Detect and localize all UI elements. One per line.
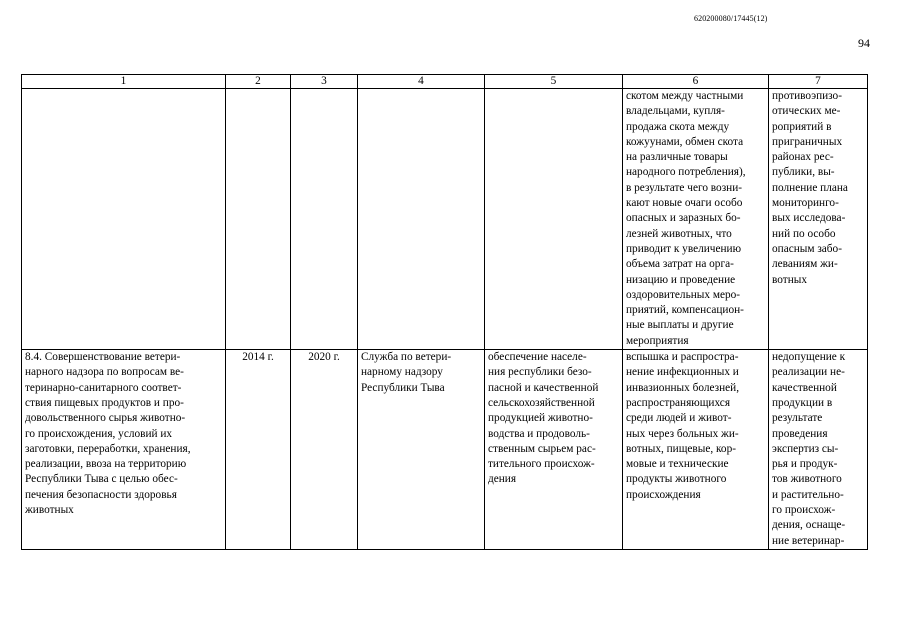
cell-text-line: и растительно- bbox=[772, 488, 844, 501]
cell-text-line: го происхож- bbox=[772, 504, 836, 517]
cell-text-line: на различные товары bbox=[626, 151, 728, 164]
cell-measure bbox=[22, 89, 226, 350]
page-number: 94 bbox=[858, 36, 870, 50]
cell-text-line: вотных, пищевые, кор- bbox=[626, 442, 736, 455]
cell-text-line: заготовки, переработки, хранения, bbox=[25, 442, 191, 455]
cell-text-line: ственным сырьем рас- bbox=[488, 442, 596, 455]
cell-text-line: вспышка и распростра- bbox=[626, 351, 739, 364]
cell-text-line: опасным забо- bbox=[772, 242, 842, 255]
cell-text-line: владельцами, купля- bbox=[626, 105, 725, 118]
column-number-row bbox=[22, 75, 868, 89]
table-row-8-4 bbox=[22, 350, 868, 550]
cell-text-line: народного потребления), bbox=[626, 166, 746, 179]
cell-text-line: вотных bbox=[772, 273, 807, 286]
cell-text-line: районах рес- bbox=[772, 151, 834, 164]
cell-start-year bbox=[226, 89, 291, 350]
cell-text-line: отических ме- bbox=[772, 105, 841, 118]
cell-text-line: Республики Тыва с целью обес- bbox=[25, 473, 178, 486]
cell-text-line: Служба по ветери- bbox=[361, 351, 452, 364]
cell-text-line: вых исследова- bbox=[772, 212, 846, 225]
cell-measure bbox=[22, 350, 226, 550]
cell-text-line: обеспечение населе- bbox=[488, 351, 587, 364]
cell-text-line: мовые и технические bbox=[626, 458, 729, 471]
cell-text-line: реализации не- bbox=[772, 366, 845, 379]
cell-expected-result bbox=[485, 350, 623, 550]
column-header-5: 5 bbox=[485, 75, 623, 89]
cell-text-line: роприятий в bbox=[772, 120, 832, 133]
cell-text-line: го происхождения, условий их bbox=[25, 427, 173, 440]
cell-executor bbox=[358, 350, 485, 550]
cell-text-line: противоэпизо- bbox=[772, 90, 842, 102]
cell-text-line: лезней животных, что bbox=[626, 227, 732, 240]
cell-text-line: продукты животного bbox=[626, 473, 727, 486]
column-header-3: 3 bbox=[291, 75, 358, 89]
cell-text-line: нение инфекционных и bbox=[626, 366, 739, 379]
column-header-4: 4 bbox=[358, 75, 485, 89]
cell-text-line: распространяющихся bbox=[626, 396, 731, 409]
cell-text-line: скотом между частными bbox=[626, 90, 744, 102]
cell-text-line: кожуунами, обмен скота bbox=[626, 135, 744, 148]
cell-text-line: ние ветеринар- bbox=[772, 534, 845, 547]
cell-text-line: водства и продоволь- bbox=[488, 427, 590, 440]
column-header-2: 2 bbox=[226, 75, 291, 89]
cell-text-line: реализации, ввоза на территорию bbox=[25, 458, 187, 471]
table-row-continuation bbox=[22, 89, 868, 350]
cell-text-line: объема затрат на орга- bbox=[626, 258, 734, 271]
cell-text-line: экспертиз сы- bbox=[772, 442, 839, 455]
cell-text-line: среди людей и живот- bbox=[626, 412, 732, 425]
cell-consequences bbox=[623, 89, 769, 350]
cell-text-line: ные выплаты и другие bbox=[626, 319, 734, 332]
cell-consequences bbox=[623, 350, 769, 550]
cell-text-line: довольственного сырья животно- bbox=[25, 412, 186, 425]
activities-table bbox=[21, 74, 868, 550]
cell-text-line: рья и продук- bbox=[772, 458, 838, 471]
cell-text-line: качественной bbox=[772, 381, 837, 394]
cell-text-line: нарного надзора по вопросам ве- bbox=[25, 366, 184, 379]
cell-text-line: печения безопасности здоровья bbox=[25, 488, 177, 501]
cell-text-line: сельскохозяйственной bbox=[488, 396, 595, 409]
cell-text-line: нарному надзору bbox=[361, 366, 443, 379]
cell-text-line: тов животного bbox=[772, 473, 842, 486]
cell-text-line: леваниям жи- bbox=[772, 258, 838, 271]
cell-end-year bbox=[291, 89, 358, 350]
cell-text-line: теринарно-санитарного соответ- bbox=[25, 381, 182, 394]
document-code: 620200080/17445(12) bbox=[694, 14, 768, 23]
cell-expected-result bbox=[485, 89, 623, 350]
cell-text-line: приводит к увеличению bbox=[626, 242, 742, 255]
column-header-1: 1 bbox=[22, 75, 226, 89]
cell-text-line: 8.4. Совершенствование ветери- bbox=[25, 351, 181, 364]
cell-text-line: ний по особо bbox=[772, 227, 836, 240]
cell-text-line: животных bbox=[25, 504, 74, 517]
cell-text-line: продукции в bbox=[772, 396, 833, 409]
cell-text-line: приграничных bbox=[772, 135, 843, 148]
cell-text-line: публики, вы- bbox=[772, 166, 835, 179]
cell-text-line: продажа скота между bbox=[626, 120, 730, 133]
cell-text-line: в результате чего возни- bbox=[626, 181, 743, 194]
cell-text-line: продукцией животно- bbox=[488, 412, 593, 425]
cell-text-line: недопущение к bbox=[772, 351, 846, 364]
cell-text-line: дения, оснаще- bbox=[772, 519, 846, 532]
cell-text-line: полнение плана bbox=[772, 181, 848, 194]
column-header-6: 6 bbox=[623, 75, 769, 89]
cell-text-line: результате bbox=[772, 412, 823, 425]
cell-text-line: пасной и качественной bbox=[488, 381, 599, 394]
cell-text-line: оздоровительных меро- bbox=[626, 288, 741, 301]
cell-text-line: ствия пищевых продуктов и про- bbox=[25, 396, 184, 409]
cell-text-line: низацию и проведение bbox=[626, 273, 736, 286]
cell-text-line: приятий, компенсацион- bbox=[626, 304, 744, 317]
cell-text-line: инвазионных болезней, bbox=[626, 381, 740, 394]
cell-text-line: мероприятия bbox=[626, 334, 689, 347]
cell-text-line: мониторинго- bbox=[772, 197, 839, 210]
cell-text-line: ных через больных жи- bbox=[626, 427, 739, 440]
cell-text-line: Республики Тыва bbox=[361, 381, 445, 394]
cell-text-line: проведения bbox=[772, 427, 828, 440]
cell-text-line: тительного происхож- bbox=[488, 458, 595, 471]
cell-end-year: 2020 г. bbox=[291, 350, 358, 550]
cell-text-line: ния республики безо- bbox=[488, 366, 592, 379]
cell-text-line: дения bbox=[488, 473, 517, 486]
cell-start-year: 2014 г. bbox=[226, 350, 291, 550]
cell-relation-indicators bbox=[769, 89, 868, 350]
cell-text-line: происхождения bbox=[626, 488, 701, 501]
cell-text-line: кают новые очаги особо bbox=[626, 197, 743, 210]
column-header-7: 7 bbox=[769, 75, 868, 89]
cell-executor bbox=[358, 89, 485, 350]
cell-relation-indicators bbox=[769, 350, 868, 550]
cell-text-line: опасных и заразных бо- bbox=[626, 212, 741, 225]
